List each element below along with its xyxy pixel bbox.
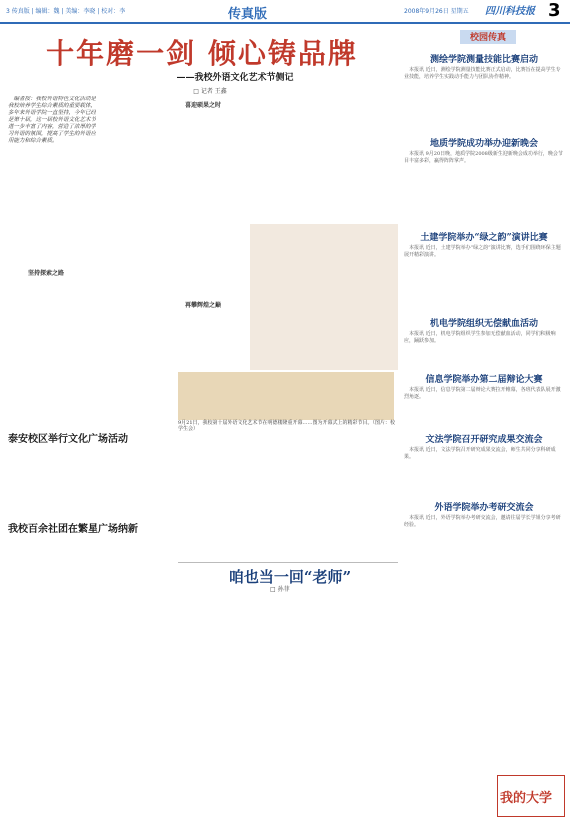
- sidebar-item: [404, 500, 564, 528]
- sidebar-item-body: 本报讯 近日，机电学院组织学生参加无偿献血活动，同学们积极响应，踊跃参加。: [404, 331, 556, 344]
- feature-byline: □ 孙菲: [270, 586, 290, 593]
- story-clubs-body: [8, 536, 178, 576]
- section-peak: 再攀辉煌之巅: [185, 302, 222, 309]
- event-photo-strip: [178, 372, 394, 420]
- story-taian-body: [8, 446, 178, 496]
- bottom-column-3: [222, 600, 322, 810]
- editor-note: [8, 96, 96, 216]
- sidebar-item: [404, 316, 564, 344]
- sidebar-item: [404, 136, 564, 164]
- sidebar-item-body: 本报讯 近日，外语学院举办考研交流会，邀请往届学长学姐分享考研经验。: [404, 515, 561, 528]
- paper-brand: 四川科技报: [485, 6, 535, 17]
- sidebar-item-body: 本报讯 近日，信息学院第二届辩论大赛拉开帷幕，各班代表队展开激烈角逐。: [404, 387, 561, 400]
- editor-note-text: 编者按：我校外语特色文化活动是我校培养学生综合素质的重要载体，多年来外语学院一直坚持，今年已经是第十届，这一届校外语文化艺术节进一步丰富了内容，营造了浓厚的学习外语的氛围，提高了学生的外语应用能力和综合素质。: [8, 96, 96, 144]
- bottom-column-2: [115, 600, 215, 810]
- page-number: 3: [548, 0, 561, 21]
- header-meta: 3 传真版 | 编辑：魏 | 美编：李晓 | 校对：李: [6, 8, 126, 15]
- sidebar-item-body: 本报讯 近日，文法学院召开研究成果交流会，师生共同分享科研成果。: [404, 447, 556, 460]
- bottom-column-4: [329, 600, 429, 810]
- feature-headline: 咱也当一回“老师”: [228, 568, 352, 586]
- main-headline: 十年磨一剑 倾心铸品牌: [46, 37, 358, 70]
- sidebar-item: [404, 372, 564, 400]
- bottom-column-1: [8, 600, 108, 810]
- photo-caption: 9月21日，我校第十届外语文化艺术节在明德楼隆重开幕……图为开幕式上的精彩节目。（图片：校学生会）: [178, 420, 396, 432]
- main-subhead: ——我校外语文化艺术节侧记: [176, 73, 294, 83]
- sidebar-item-body: 本报讯 近日，土建学院举办“绿之韵”演讲比赛，选手们围绕环保主题展开精彩演讲。: [404, 245, 561, 258]
- column-3: [176, 96, 246, 366]
- sidebar-item-body: 本报讯 9月20日晚，地质学院2008级新生迎新晚会成功举行，晚会节目丰富多彩，赢得阵阵掌声。: [404, 151, 563, 164]
- section-name: 传真版: [228, 7, 268, 22]
- bottom-column-5: [436, 600, 562, 770]
- sidebar-item: [404, 52, 564, 80]
- sidebar-item: [404, 432, 564, 460]
- sidebar-item-head: 土建学院举办“绿之韵”演讲比赛: [420, 233, 548, 243]
- newspaper-header: [0, 0, 570, 24]
- main-byline: □ 记者 王鑫: [193, 88, 227, 95]
- sidebar-item-head: 测绘学院测量技能比赛启动: [429, 55, 538, 65]
- sidebar-item-head: 信息学院举办第二届辩论大赛: [425, 375, 543, 385]
- sidebar-item: [404, 230, 564, 258]
- story-clubs-headline: 我校百余社团在繁星广场纳新: [8, 524, 138, 535]
- sidebar-title: 校园传真: [460, 30, 516, 44]
- sidebar-item-head: 地质学院成功举办迎新晚会: [429, 139, 538, 149]
- sidebar-item-head: 文法学院召开研究成果交流会: [425, 435, 543, 445]
- story-taian-headline: 泰安校区举行文化广场活动: [8, 434, 128, 445]
- sidebar-item-head: 外语学院举办考研交流会: [434, 503, 534, 513]
- column-2: [100, 96, 170, 416]
- divider-line: [178, 562, 398, 563]
- sidebar-item-head: 机电学院组织无偿献血活动: [429, 319, 538, 329]
- section-explore: 坚持探索之路: [28, 270, 65, 277]
- my-university-logo: 我的大学: [500, 791, 553, 806]
- event-photo: [250, 224, 398, 370]
- column-1: [8, 222, 96, 262]
- section-harvest: 喜迎硕果之时: [185, 102, 222, 109]
- sidebar-item-body: 本报讯 近日，测绘学院测量技能比赛正式启动，比赛旨在提高学生专业技能，培养学生实践动手能力与团队协作精神。: [404, 67, 561, 80]
- issue-date: 2008年9月26日 星期五: [404, 8, 469, 15]
